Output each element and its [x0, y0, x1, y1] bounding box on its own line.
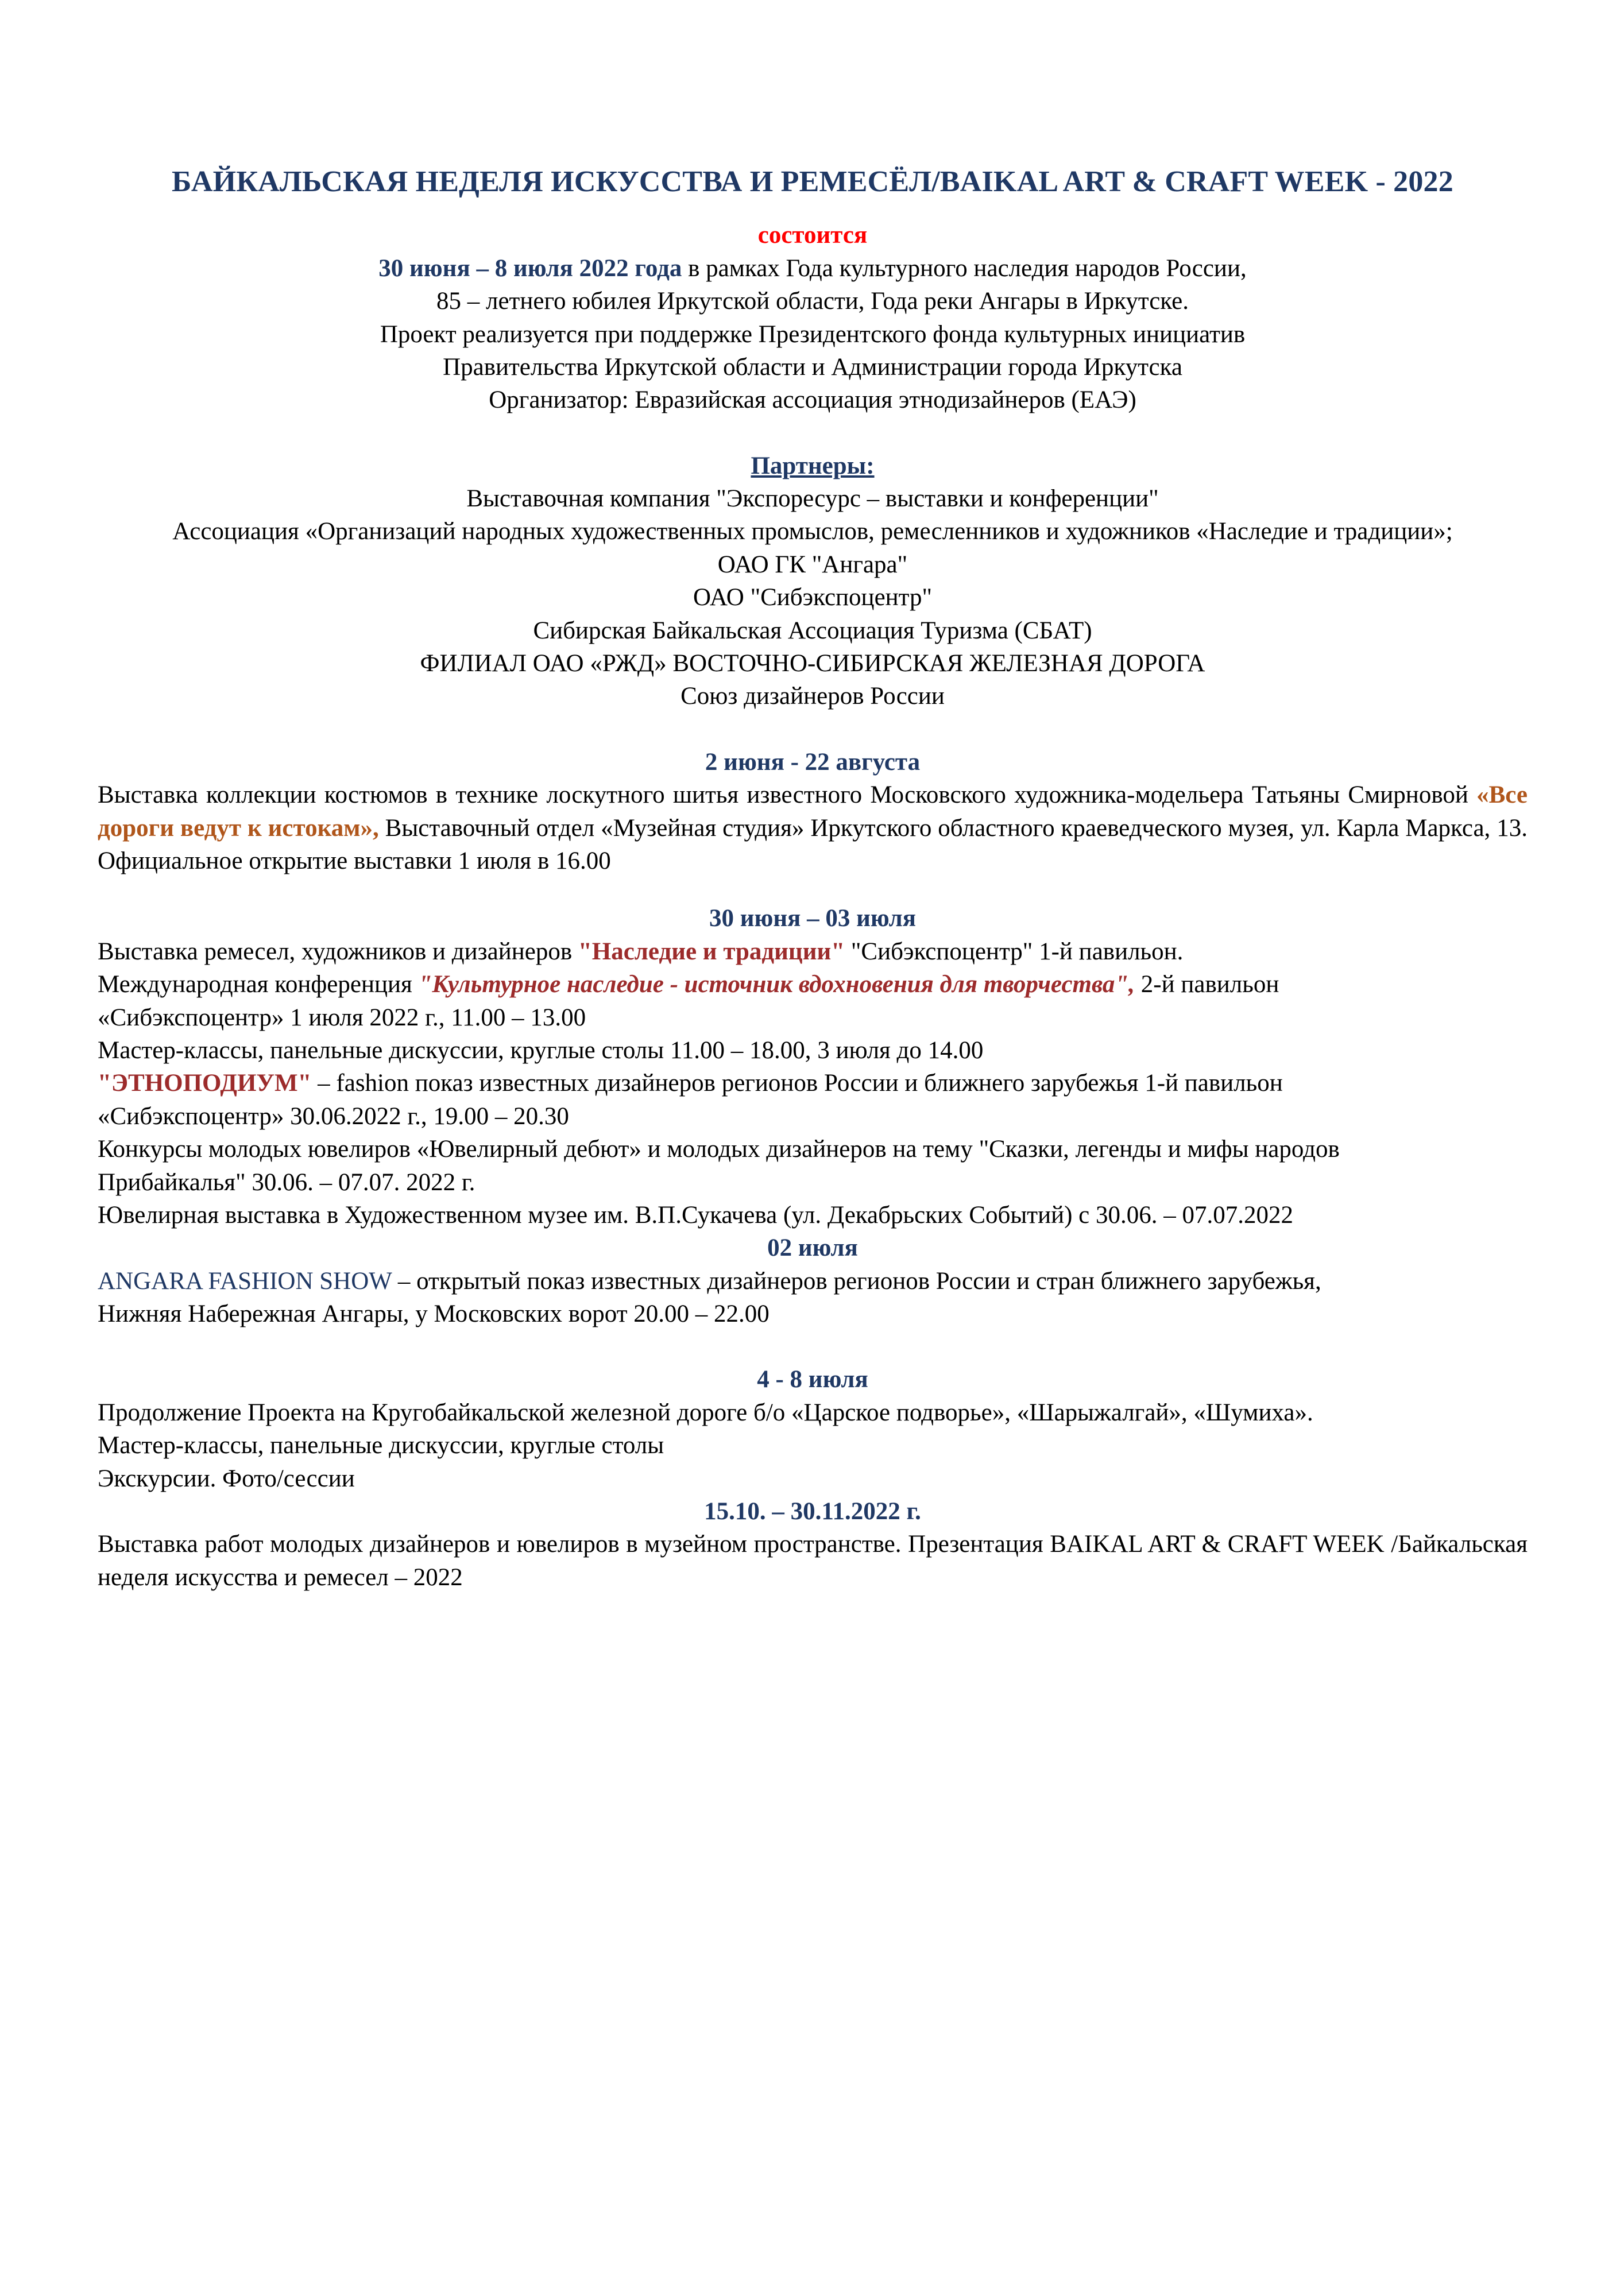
intro-dates: 30 июня – 8 июля 2022 года: [378, 254, 682, 282]
intro-line-2: 85 – летнего юбилея Иркутской области, Года реки Ангары в Иркутске.: [436, 288, 1189, 315]
partner-item: Ассоциация «Организаций народных художественных промыслов, ремесленников и художников «Наследие и традиции»;: [172, 518, 1453, 545]
section-heading-june30-july03: 30 июня – 03 июля: [709, 905, 917, 932]
document-body: [98, 164, 1528, 1594]
schedule-line: [98, 1265, 1528, 1298]
para-text-part2: Выставочный отдел «Музейная студия» Иркутского областного краеведческого музея, ул. Карла Маркса, 13. Официальное открытие выставки 1 июля в 16.00: [98, 814, 1528, 874]
intro-line-5: Организатор: Евразийская ассоциация этнодизайнеров (ЕАЭ): [489, 386, 1136, 414]
expo-title-highlight: "Наследие и традиции": [578, 938, 845, 965]
intro-line-3: Проект реализуется при поддержке Президентского фонда культурных инициатив: [380, 320, 1246, 348]
schedule-line: Мастер-классы, панельные дискуссии, круглые столы: [98, 1432, 664, 1459]
spacer: [98, 877, 1528, 902]
schedule-line: [98, 935, 1528, 968]
schedule-line: «Сибэкспоцентр» 1 июля 2022 г., 11.00 – 13.00: [98, 1004, 586, 1031]
schedule-text: Выставка ремесел, художников и дизайнеров: [98, 938, 578, 965]
spacer: [98, 713, 1528, 746]
schedule-text: Международная конференция: [98, 971, 419, 998]
schedule-line: Мастер-классы, панельные дискуссии, круглые столы 11.00 – 18.00, 3 июля до 14.00: [98, 1036, 984, 1064]
partner-item: Выставочная компания "Экспоресурс – выставки и конференции": [466, 485, 1159, 513]
conference-title-highlight: "Культурное наследие - источник вдохновения для творчества",: [418, 971, 1135, 998]
partner-item: ОАО "Сибэкспоцентр": [693, 584, 933, 611]
schedule-line: Ювелирная выставка в Художественном музее им. В.П.Сукачева (ул. Декабрьских Событий) с 30.06. – 07.07.2022: [98, 1201, 1294, 1229]
schedule-line: [98, 968, 1528, 1001]
schedule-text: – открытый показ известных дизайнеров регионов России и стран ближнего зарубежья,: [392, 1267, 1321, 1295]
spacer: [98, 417, 1528, 450]
section-oct-nov-paragraph: Выставка работ молодых дизайнеров и ювелиров в музейном пространстве. Презентация BAIKAL ART & CRAFT WEEK /Байкальская неделя искусства и ремесел – 2022: [98, 1531, 1528, 1591]
para-text-part1: Выставка коллекции костюмов в технике лоскутного шитья известного Московского художника-модельера Татьяны Смирновой: [98, 781, 1477, 809]
subtitle-sostoitsya: состоится: [757, 222, 868, 249]
intro-line-4: Правительства Иркутской области и Администрации города Иркутска: [443, 353, 1182, 381]
schedule-line: Экскурсии. Фото/сессии: [98, 1465, 355, 1492]
page-title: БАЙКАЛЬСКАЯ НЕДЕЛЯ ИСКУССТВА И РЕМЕСЁЛ/BAIKAL ART & CRAFT WEEK - 2022: [172, 165, 1453, 198]
intro-line-1: [98, 252, 1528, 285]
etnopodium-title-highlight: "ЭТНОПОДИУМ": [98, 1070, 312, 1097]
partner-item: Союз дизайнеров России: [680, 683, 945, 710]
schedule-line: «Сибэкспоцентр» 30.06.2022 г., 19.00 – 20.30: [98, 1102, 569, 1130]
schedule-line: [98, 1067, 1528, 1099]
angara-fashion-show-highlight: ANGARA FASHION SHOW: [98, 1267, 392, 1295]
partners-heading-label: Партнеры:: [751, 452, 875, 479]
schedule-line: Продолжение Проекта на Кругобайкальской железной дороге б/о «Царское подворье», «Шарыжалгай», «Шумиха».: [98, 1399, 1313, 1426]
partner-item: ФИЛИАЛ ОАО «РЖД» ВОСТОЧНО-СИБИРСКАЯ ЖЕЛЕЗНАЯ ДОРОГА: [420, 650, 1205, 677]
section-heading-oct-nov: 15.10. – 30.11.2022 г.: [704, 1498, 921, 1525]
section-heading-june-august: 2 июня - 22 августа: [705, 748, 921, 776]
schedule-text: 2-й павильон: [1135, 971, 1279, 998]
partners-heading: [98, 450, 1528, 482]
partner-item: ОАО ГК "Ангара": [717, 551, 908, 578]
schedule-line: Конкурсы молодых ювелиров «Ювелирный дебют» и молодых дизайнеров на тему "Сказки, легенды и мифы народов: [98, 1136, 1340, 1163]
spacer: [98, 1330, 1528, 1363]
section-heading-july02: 02 июля: [767, 1234, 858, 1262]
exhibition-title-highlight: «Все дороги ведут к истокам»,: [98, 781, 1528, 842]
schedule-text: "Сибэкспоцентр" 1-й павильон.: [845, 938, 1184, 965]
schedule-text: – fashion показ известных дизайнеров регионов России и ближнего зарубежья 1-й павильон: [311, 1070, 1283, 1097]
section-june-august-paragraph: [98, 779, 1528, 877]
partner-item: Сибирская Байкальская Ассоциация Туризма (СБАТ): [533, 617, 1092, 644]
schedule-line: Прибайкалья" 30.06. – 07.07. 2022 г.: [98, 1168, 475, 1196]
intro-line-1-rest: в рамках Года культурного наследия народов России,: [682, 254, 1247, 282]
section-heading-july4-8: 4 - 8 июля: [757, 1366, 868, 1393]
schedule-line: Нижняя Набережная Ангары, у Московских ворот 20.00 – 22.00: [98, 1300, 770, 1328]
